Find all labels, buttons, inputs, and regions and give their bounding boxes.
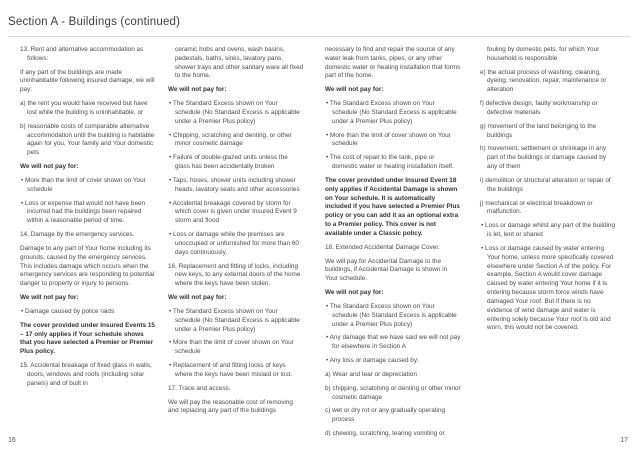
paragraph: 13. Rent and alternative accommodation as follows: <box>20 46 144 62</box>
paragraph: ceramic hobs and ovens, wash basins, pedestals, baths, sinks, lavatory pans, shower trays and other sanitary ware all fixed to the home. <box>175 46 304 80</box>
paragraph: a) Wear and tear or depreciation <box>325 370 417 378</box>
paragraph: d) chewing, scratching, tearing vomiting or <box>325 429 445 437</box>
paragraph: a) the rent you would have received but have lost while the building is uninhabitable, or <box>20 100 148 116</box>
text-column-2 <box>168 46 304 431</box>
paragraph: fouling by domestic pets, for which Your household is responsible <box>487 46 600 62</box>
paragraph: b) chipping, scratching or denting or other minor cosmetic damage <box>325 384 461 401</box>
bold-paragraph: The cover provided under Insured Events 15 – 17 only applies if Your schedule shows that you have selected a Premier or Premier Plus policy. <box>20 321 155 356</box>
bullet-item: • Loss or damage caused by water entering Your home, unless more specifically covered elsewhere under Section A of the policy. For example, Section A would cover damage caused by water entering Your home if it is entering because storm force winds have damaged Your roof. But if there is no evidence of wind damage and water is entering solely because Your roof is old and worn, this would not be covered. <box>480 245 616 333</box>
paragraph: j) mechanical or electrical breakdown or malfunction. <box>480 199 593 216</box>
bold-paragraph: We will not pay for: <box>168 86 227 94</box>
paragraph: 17. Trace and access. <box>168 384 231 392</box>
bullet-item: • The Standard Excess shown on Your schedule (No Standard Excess is applicable under a Premier Plus policy) <box>168 308 304 334</box>
page-number-right: 17 <box>620 437 628 444</box>
paragraph: Damage to any part of Your home including its grounds, caused by the emergency services. This includes damage which occurs when the emergency services are responding to potential danger to property or injury to persons. <box>20 244 155 288</box>
paragraph: i) demolition or structural alteration or repair of the buildings <box>480 176 611 193</box>
bullet-item: • Loss or damage while the premises are unoccupied or unfurnished for more than 60 days continuously. <box>168 231 304 257</box>
bold-paragraph: The cover provided under Insured Event 18 only applies if Accidental Damage is shown on Your schedule. It is automatically included if you have selected a Premier Plus policy or you can add it as an optional extra to a Premier policy. This cover is not available under a Classic policy. <box>325 176 460 237</box>
bold-paragraph: We will not pay for: <box>20 163 79 171</box>
paragraph: h) movement, settlement or shrinkage in any part of the buildings or damage caused by any of them <box>480 145 607 171</box>
bullet-item: • Replacement of and fitting locks of keys where the keys have been mislaid or lost. <box>168 362 304 380</box>
paragraph: 18. Extended Accidental Damage Cover. <box>325 243 440 251</box>
bold-paragraph: We will not pay for: <box>168 294 227 302</box>
paragraph: 16. Replacement and fitting of locks, including new keys, to any external doors of the home where the keys have been stolen. <box>168 262 301 288</box>
bullet-item: • Failure of double-glazed units unless the glass has been accidentally broken <box>168 154 304 172</box>
paragraph: We will pay the reasonable cost of removing and replacing any part of the buildings <box>168 398 293 415</box>
bullet-item: • Damage caused by police raids <box>20 308 156 317</box>
bullet-item: • The cost of repair to the tank, pipe or domestic water or heating installation itself. <box>325 154 461 172</box>
paragraph: If any part of the buildings are made uninhabitable following insured damage, we will pay: <box>20 68 155 94</box>
bold-paragraph: We will not pay for: <box>325 86 384 94</box>
bullet-item: • More than the limit of cover shown on Your schedule <box>325 132 461 150</box>
bullet-item: • Any loss or damage caused by: <box>325 357 461 366</box>
title-divider <box>8 36 630 37</box>
paragraph: 14. Damage by the emergency services. <box>20 231 135 239</box>
paragraph: necessary to find and repair the source of any water leak from tanks, pipes, or any other domestic water or heating installation that forms part of the home. <box>325 46 461 80</box>
text-column-4 <box>480 46 616 431</box>
bullet-item: • The Standard Excess shown on Your schedule (No Standard Excess is applicable under a Premier Plus policy) <box>325 303 461 329</box>
paragraph: c) wet or dry rot or any gradually operating process <box>325 407 446 424</box>
bold-paragraph: We will not pay for: <box>20 294 79 302</box>
bullet-item: • Taps, hoses, shower units including shower heads, lavatory seats and other accessories <box>168 177 304 195</box>
bullet-item: • Loss or expense that would not have been incurred had the buildings been repaired within a reasonable period of time. <box>20 200 156 226</box>
paragraph: b) reasonable costs of comparable alternative accommodation until the building is habitable again for you, Your family and Your domestic pets <box>20 122 155 157</box>
paragraph: g) movement of the land belonging to the buildings <box>480 122 597 139</box>
bullet-item: • More than the limit of cover shown on Your schedule <box>168 339 304 357</box>
bullet-item: • The Standard Excess shown on Your schedule (No Standard Excess is applicable under a Premier Plus policy) <box>325 100 461 126</box>
bullet-item: • The Standard Excess shown on Your schedule (No Standard Excess is applicable under a Premier Plus policy) <box>168 100 304 126</box>
paragraph: We will pay for Accidental Damage to the buildings, if Accidental Damage is shown in Your schedule. <box>325 257 448 283</box>
text-column-3 <box>325 46 461 437</box>
page-number-left: 16 <box>8 437 16 444</box>
bullet-item: • Any damage that we have said we will not pay for elsewhere in Section A <box>325 334 461 352</box>
bullet-item: • More than the limit of cover shown on Your schedule <box>20 177 156 195</box>
paragraph: 15. Accidental breakage of fixed glass in walls, doors, windows and roofs (including solar panels) and of built in <box>20 362 152 387</box>
bullet-item: • Chipping, scratching and denting, or other minor cosmetic damage <box>168 132 304 150</box>
text-column-1 <box>20 46 156 431</box>
section-title: Section A - Buildings (continued) <box>8 16 181 28</box>
paragraph: e) the actual process of washing, cleaning, dyeing, renovation, repair, maintenance or alteration <box>480 68 607 94</box>
bold-paragraph: We will not pay for: <box>325 289 384 297</box>
bullet-item: • Loss or damage whilst any part of the building is let, lent or shared <box>480 222 616 240</box>
bullet-item: • Accidental breakage covered by storm for which cover is given under Insured Event 9 storm and flood <box>168 200 304 226</box>
paragraph: f) defective design, faulty workmanship or defective materials <box>480 100 598 116</box>
